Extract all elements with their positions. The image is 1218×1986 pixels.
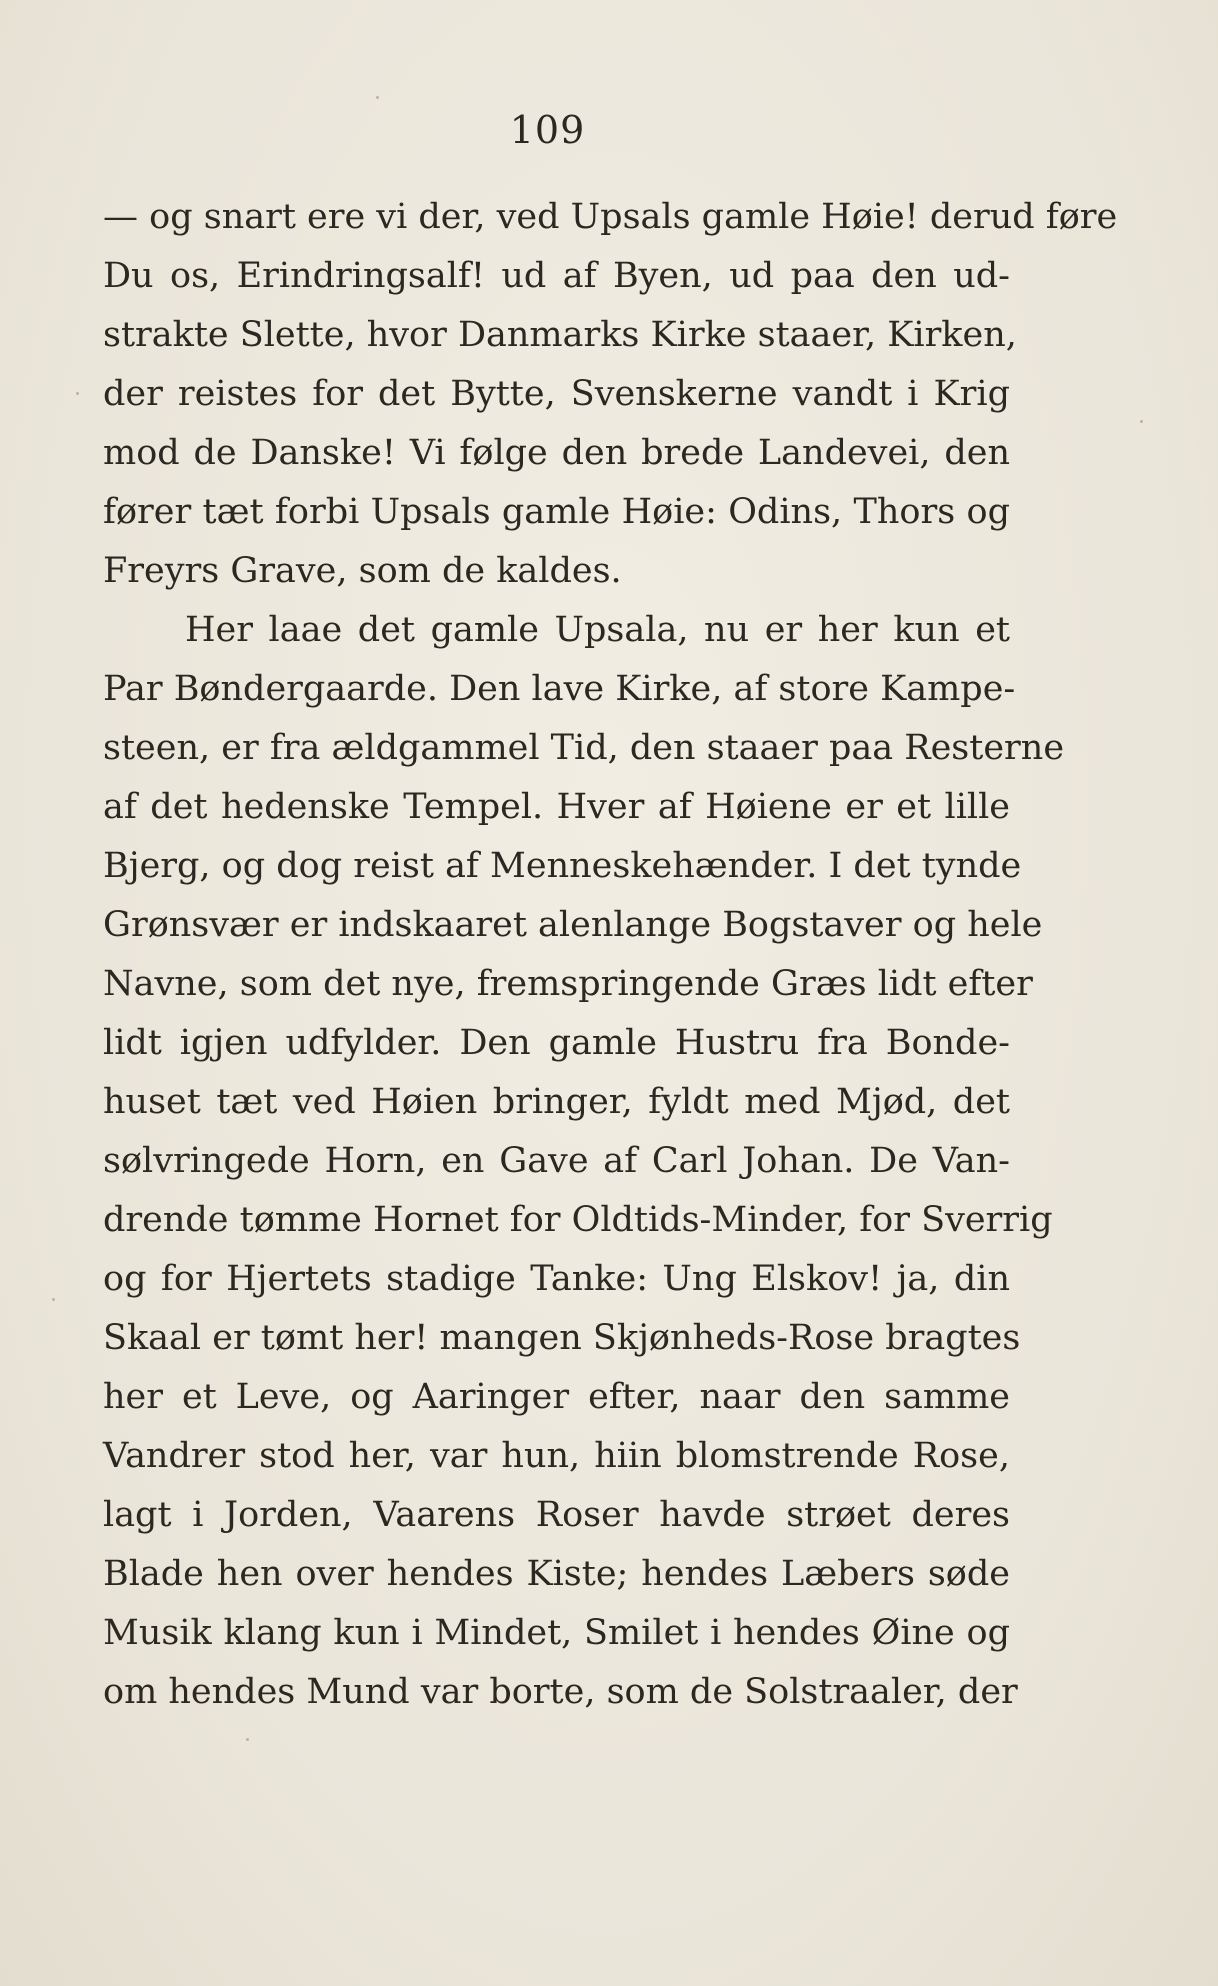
page-number: 109	[509, 108, 586, 152]
text-line: her et Leve, og Aaringer efter, naar den samme	[103, 1377, 1010, 1417]
text-line: lagt i Jorden, Vaarens Roser havde strøet deres	[103, 1495, 1010, 1535]
paragraph-start-line: Her laae det gamle Upsala, nu er her kun et	[185, 610, 1010, 650]
text-line: mod de Danske! Vi følge den brede Landevei, den	[103, 433, 1010, 473]
text-line: Freyrs Grave, som de kaldes.	[103, 551, 622, 591]
text-line: Vandrer stod her, var hun, hiin blomstrende Rose,	[103, 1436, 1010, 1476]
text-line: Du os, Erindringsalf! ud af Byen, ud paa den ud-	[103, 256, 1010, 296]
text-line: Grønsvær er indskaaret alenlange Bogstaver og hele	[103, 905, 1043, 945]
text-line: strakte Slette, hvor Danmarks Kirke staaer, Kirken,	[103, 315, 1017, 355]
paper-speck	[76, 392, 79, 395]
paper-speck	[376, 96, 379, 99]
body-text	[103, 188, 1118, 1722]
text-line: drende tømme Hornet for Oldtids-Minder, for Sverrig	[103, 1200, 1053, 1240]
text-line: der reistes for det Bytte, Svenskerne vandt i Krig	[103, 374, 1010, 414]
text-line: og for Hjertets stadige Tanke: Ung Elskov! ja, din	[103, 1259, 1010, 1299]
text-line: om hendes Mund var borte, som de Solstraaler, der	[103, 1672, 1018, 1712]
text-line: lidt igjen udfylder. Den gamle Hustru fra Bonde-	[103, 1023, 1010, 1063]
text-line: af det hedenske Tempel. Hver af Høiene er et lille	[103, 787, 1010, 827]
text-line: steen, er fra ældgammel Tid, den staaer paa Resterne	[103, 728, 1065, 768]
text-line: Skaal er tømt her! mangen Skjønheds-Rose bragtes	[103, 1318, 1021, 1358]
text-line: Par Bøndergaarde. Den lave Kirke, af store Kampe-	[103, 669, 1016, 709]
text-line: — og snart ere vi der, ved Upsals gamle Høie! derud føre	[103, 197, 1118, 237]
text-line: huset tæt ved Høien bringer, fyldt med Mjød, det	[103, 1082, 1010, 1122]
text-line: Bjerg, og dog reist af Menneskehænder. I det tynde	[103, 846, 1022, 886]
paper-speck	[246, 1738, 249, 1741]
text-line: Musik klang kun i Mindet, Smilet i hendes Øine og	[103, 1613, 1010, 1653]
paper-speck	[52, 1298, 55, 1301]
text-line: Navne, som det nye, fremspringende Græs lidt efter	[103, 964, 1033, 1004]
text-line: sølvringede Horn, en Gave af Carl Johan. De Van-	[103, 1141, 1010, 1181]
text-line: Blade hen over hendes Kiste; hendes Læbers søde	[103, 1554, 1010, 1594]
text-line: fører tæt forbi Upsals gamle Høie: Odins, Thors og	[103, 492, 1010, 532]
paper-speck	[1140, 420, 1143, 423]
